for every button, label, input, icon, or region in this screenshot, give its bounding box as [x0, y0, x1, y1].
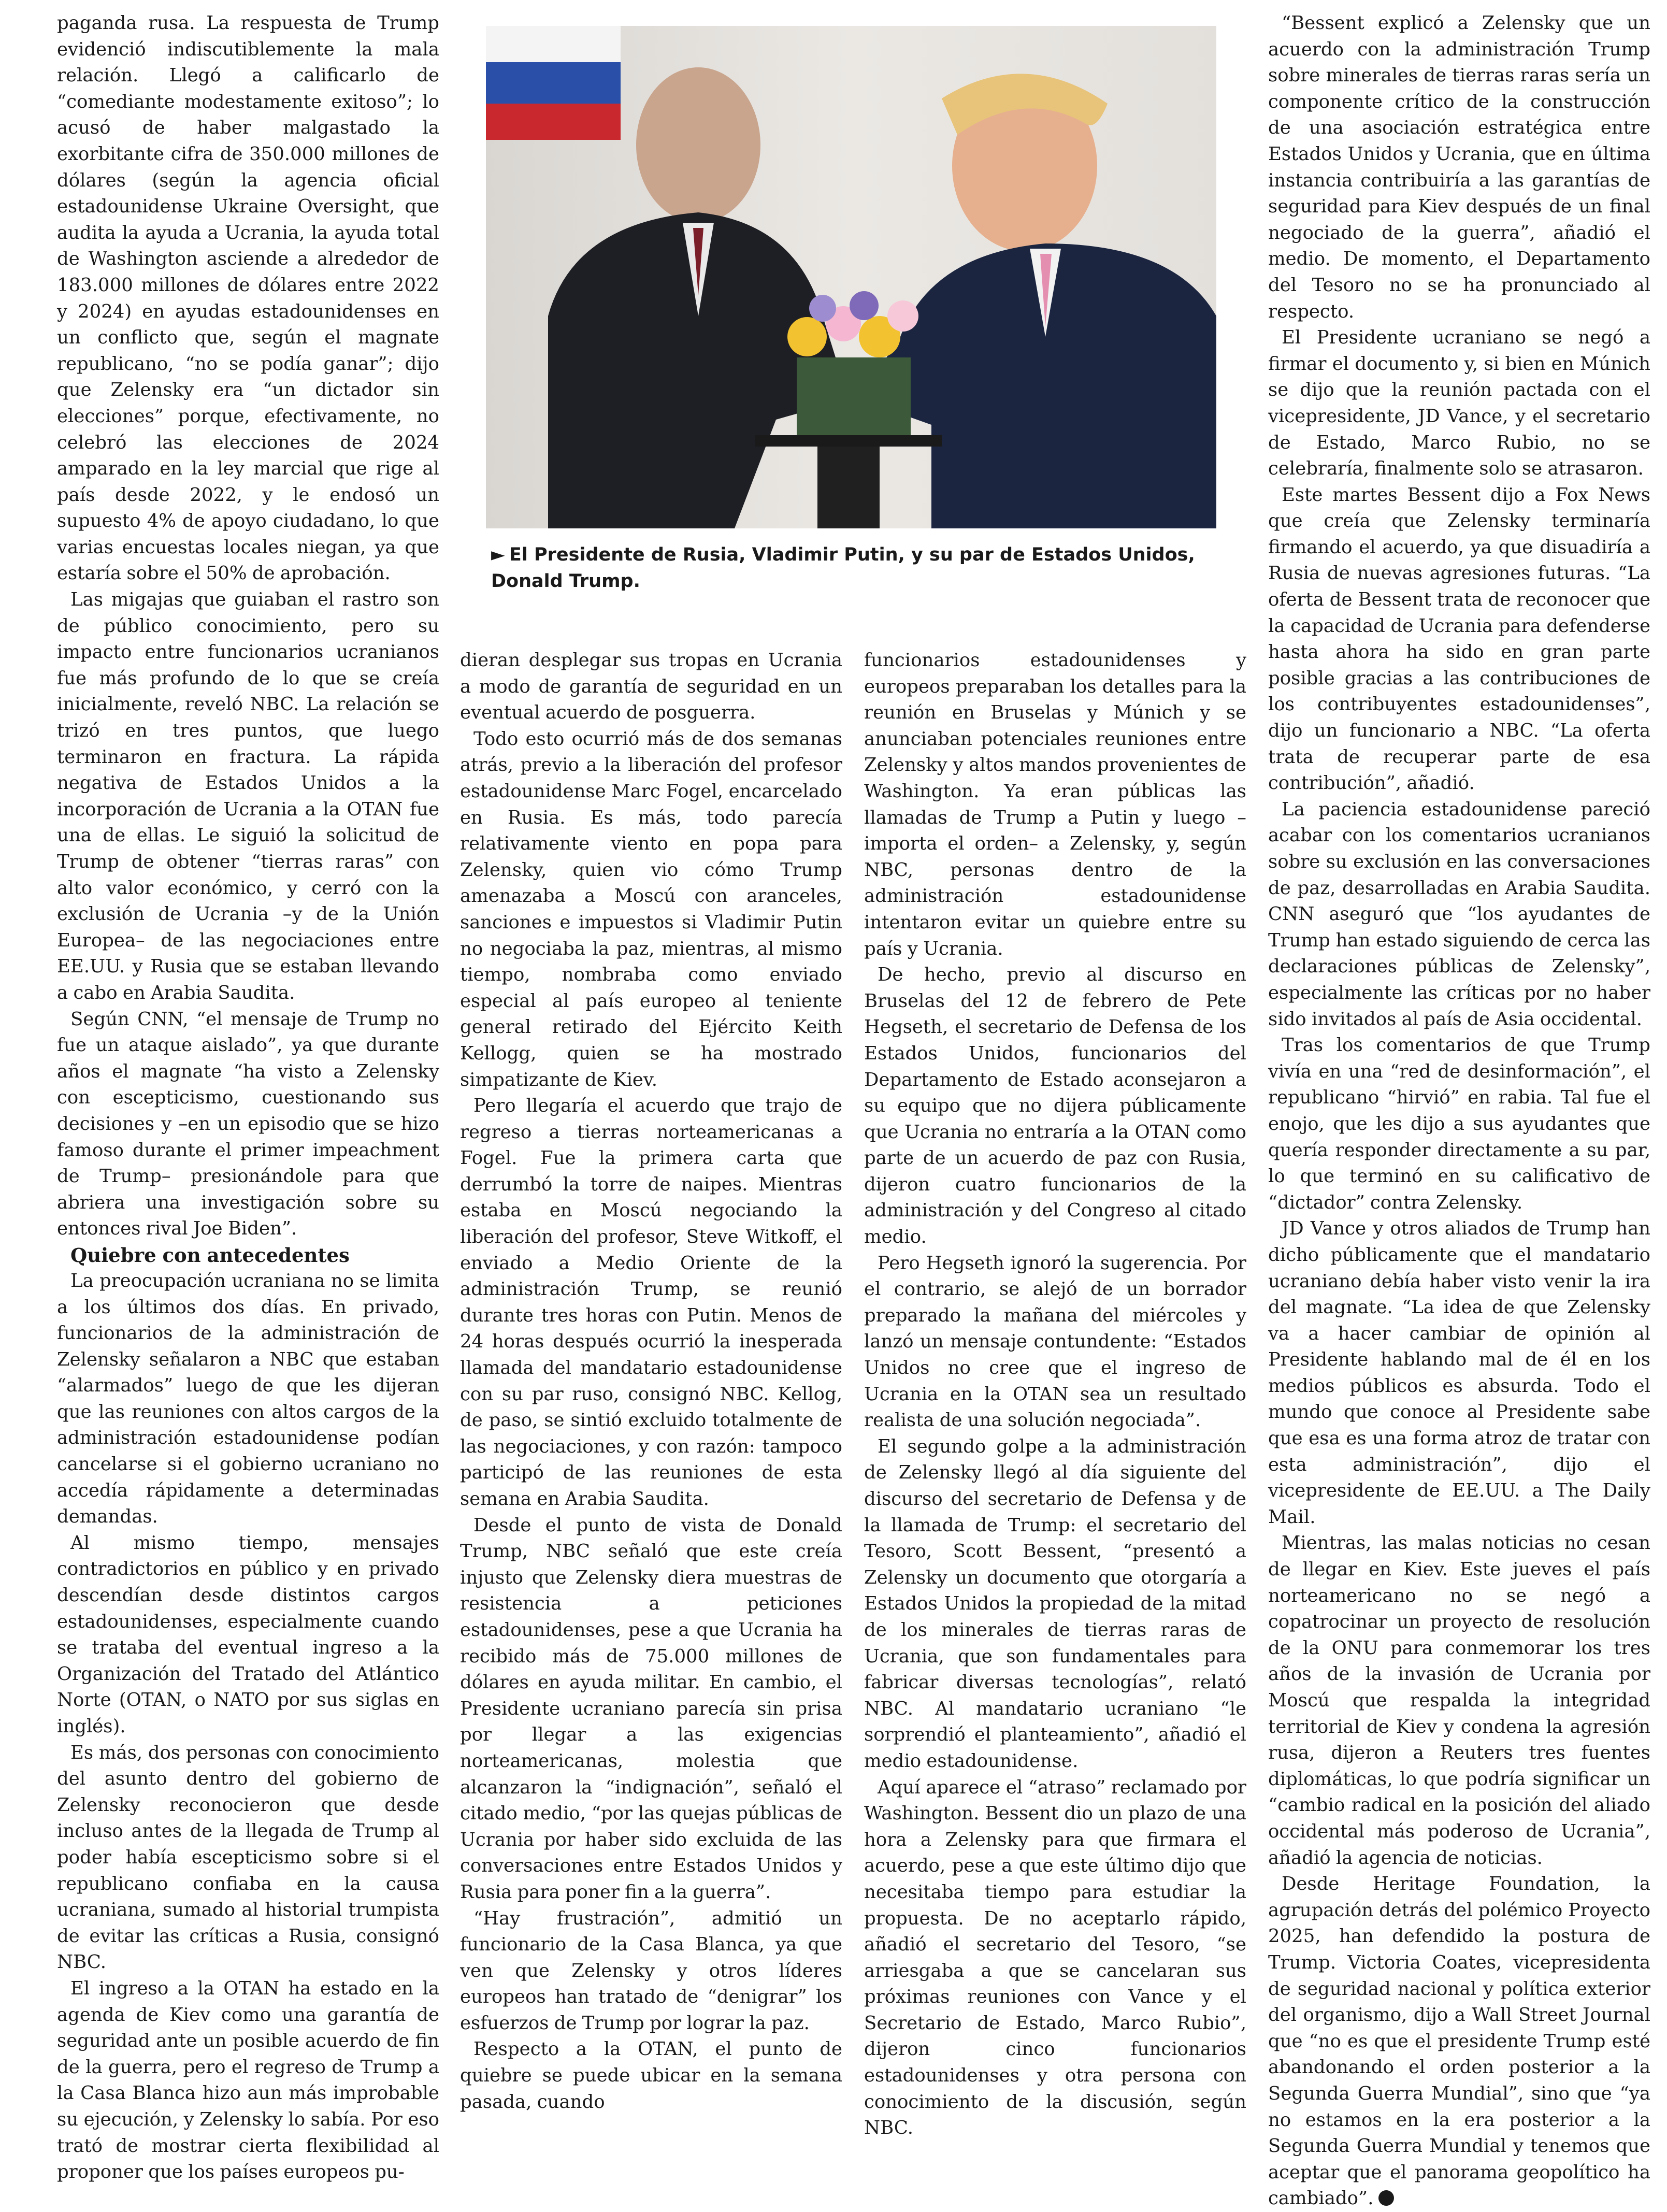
paragraph: Mientras, las malas noticias no cesan de llegar en Kiev. Este jueves el país norteamericano no se negó a copatrocinar un proyecto de resolución de la ONU para conmemorar los tres años de la invasión de Ucrania por Moscú que respalda la integridad territorial de Kiev y condena la agresión rusa, dijeron a Reuters tres fuentes diplomáticas, lo que podría significar un “cambio radical en la posición del aliado occidental más poderoso de Ucrania”, añadió la agencia de noticias.: [1268, 1532, 1650, 1869]
photo-caption: [491, 542, 1216, 595]
paragraph-text: Desde Heritage Foundation, la agrupación detrás del polémico Proyecto 2025, han defendido la postura de Trump. Victoria Coates, vicepresidenta de seguridad nacional y política exterior del organismo, dijo a Wall Street Journal que “no es que el presidente Trump esté abandonando el orden posterior a la Segunda Guerra Mundial”, sino que “ya no estamos en la era posterior a la Segunda Guerra Mundial y tenemos que aceptar que el panorama geopolítico ha cambiado”.: [1268, 1873, 1650, 2209]
paragraph: El segundo golpe a la administración de Zelensky llegó al día siguiente del discurso del secretario de Defensa y de la llamada de Trump: el secretario del Tesoro, Scott Bessent, “presentó a Zelensky un documento que otorgaría a Estados Unidos la propiedad de la mitad de los minerales de tierras raras de Ucrania, que son fundamentales para fabricar diversas tecnologías”, relató NBC. Al mandatario ucraniano “le sorprendió el planteamiento”, añadió el medio estadounidense.: [864, 1435, 1246, 1772]
caption-text: El Presidente de Rusia, Vladimir Putin, y su par de Estados Unidos, Donald Trump.: [491, 544, 1195, 592]
paragraph: De hecho, previo al discurso en Bruselas del 12 de febrero de Pete Hegseth, el secretario de Defensa de los Estados Unidos, funcionarios del Departamento de Estado aconsejaron a su equipo que no dijera públicamente que Ucrania no entraría a la OTAN como parte de un acuerdo de paz con Rusia, dijeron cuatro funcionarios de la administración y del Congreso al citado medio.: [864, 964, 1246, 1248]
paragraph: El ingreso a la OTAN ha estado en la agenda de Kiev como una garantía de seguridad ante un posible acuerdo de fin de la guerra, pero el regreso de Trump a la Casa Blanca hizo aun más improbable su ejecución, y Zelensky lo sabía. Por eso trató de mostrar cierta flexibilidad al proponer que los países europeos pu-: [57, 1977, 439, 2183]
paragraph: La preocupación ucraniana no se limita a los últimos dos días. En privado, funcionarios de la administración de Zelensky señalaron a NBC que estaban “alarmados” luego de que les dijeran que las reuniones con altos cargos de la administración estadounidense podían cancelarse si el gobierno ucraniano no accedía rápidamente a determinadas demandas.: [57, 1270, 439, 1528]
paragraph: Respecto a la OTAN, el punto de quiebre se puede ubicar en la semana pasada, cuando: [460, 2038, 842, 2113]
paragraph: “Bessent explicó a Zelensky que un acuerdo con la administración Trump sobre minerales de tierras raras sería un componente crítico de la construcción de una asociación estratégica entre Estados Unidos y Ucrania, que en última instancia contribuiría a las garantías de seguridad para Kiev después de un final negociado de la guerra”, añadió el medio. De momento, el Departamento del Tesoro no se ha pronunciado al respecto.: [1268, 12, 1650, 322]
paragraph: Desde el punto de vista de Donald Trump, NBC señaló que este creía injusto que Zelensky diera muestras de resistencia a peticiones estadounidenses, pese a que Ucrania ha recibido más de 75.000 millones de dólares en ayuda militar. En cambio, el Presidente ucraniano parecía sin prisa por llegar a las exigencias norteamericanas, molestia que alcanzaron la “indignación”, señaló el citado medio, “por las quejas públicas de Ucrania por haber sido excluida de las conversaciones entre Estados Unidos y Rusia para poner fin a la guerra”.: [460, 1514, 842, 1903]
news-photo: [486, 26, 1216, 528]
paragraph: dieran desplegar sus tropas en Ucrania a modo de garantía de seguridad en un eventual acuerdo de posguerra.: [460, 650, 842, 724]
paragraph: paganda rusa. La respuesta de Trump evidenció indiscutiblemente la mala relación. Llegó a calificarlo de “comediante modestamente exitoso”; lo acusó de haber malgastado la exorbitante cifra de 350.000 millones de dólares (según la agencia oficial estadounidense Ukraine Oversight, que audita la ayuda a Ucrania, la ayuda total de Washington asciende a alrededor de 183.000 millones de dólares entre 2022 y 2024) en ayudas estadounidenses en un conflicto que, según el magnate republicano, “no se podía ganar”; dijo que Zelensky era “un dictador sin elecciones” porque, efectivamente, no celebró las elecciones de 2024 amparado en la ley marcial que rige al país desde 2022, y le endosó un supuesto 4% de apoyo ciudadano, lo que varias encuestas locales niegan, ya que estaría sobre el 50% de aprobación.: [57, 12, 439, 584]
paragraph: Aquí aparece el “atraso” reclamado por Washington. Bessent dio un plazo de una hora a Zelensky para que firmara el acuerdo, pese a que este último dijo que necesitaba tiempo para estudiar la propuesta. De no aceptarlo rápido, añadió el secretario del Tesoro, “se arriesgaba a que se cancelaran sus próximas reuniones con Vance y el Secretario de Estado, Marco Rubio”, dijeron cinco funcionarios estadounidenses y otra persona con conocimiento de la discusión, según NBC.: [864, 1776, 1246, 2139]
section-subhead: Quiebre con antecedentes: [70, 1243, 350, 1267]
caption-triangle-icon: ►: [491, 544, 505, 565]
paragraph: Este martes Bessent dijo a Fox News que creía que Zelensky terminaría firmando el acuerdo, ya que disuadiría a Rusia de nuevas agresiones futuras. “La oferta de Bessent trata de reconocer que la capacidad de Ucrania para defenderse hasta ahora ha sido en gran parte posible gracias a las contribuciones de los contribuyentes estadounidenses”, dijo un funcionario a NBC. “La oferta trata de recuperar parte de esa contribución”, añadió.: [1268, 484, 1650, 794]
paragraph: JD Vance y otros aliados de Trump han dicho públicamente que el mandatario ucraniano debía haber visto venir la ira del magnate. “La idea de que Zelensky va a hacer cambiar de opinión al Presidente hablando mal de él en los medios públicos es absurda. Todo el mundo que conoce al Presidente sabe que esa es una forma atroz de tratar con esta administración”, dijo el vicepresidente de EE.UU. a The Daily Mail.: [1268, 1218, 1650, 1528]
paragraph: “Hay frustración”, admitió un funcionario de la Casa Blanca, ya que ven que Zelensky y otros líderes europeos han tratado de “denigrar” los esfuerzos de Trump por lograr la paz.: [460, 1907, 842, 2034]
paragraph: funcionarios estadounidenses y europeos preparaban los detalles para la reunión en Bruselas y Múnich y se anunciaban potenciales reuniones entre Zelensky y altos mandos provenientes de Washington. Ya eran públicas las llamadas de Trump a Putin y luego –importa el orden– a Zelensky, y, según NBC, personas dentro de la administración estadounidense intentaron evitar un quiebre entre su país y Ucrania.: [864, 650, 1246, 959]
paragraph: Todo esto ocurrió más de dos semanas atrás, previo a la liberación del profesor estadounidense Marc Fogel, encarcelado en Rusia. Es más, todo parecía relativamente viento en popa para Zelensky, quien vio cómo Trump amenazaba a Moscú con aranceles, sanciones e impuestos si Vladimir Putin no negociaba la paz, mientras, al mismo tiempo, nombraba como enviado especial al país europeo al teniente general retirado del Ejército Keith Kellogg, quien se ha mostrado simpatizante de Kiev.: [460, 728, 842, 1090]
end-of-article-icon: [1378, 2190, 1394, 2206]
paragraph: Tras los comentarios de que Trump vivía en una “red de desinformación”, el republicano “hirvió” en rabia. Tal fue el enojo, que les dijo a sus ayudantes que quería responder directamente a su par, lo que terminó en su calificativo de “dictador” contra Zelensky.: [1268, 1035, 1650, 1213]
paragraph: Pero Hegseth ignoró la sugerencia. Por el contrario, se alejó de un borrador preparado la mañana del miércoles y lanzó un mensaje contundente: “Estados Unidos no cree que el ingreso de Ucrania en la OTAN sea un resultado realista de una solución negociada”.: [864, 1252, 1246, 1431]
paragraph: Al mismo tiempo, mensajes contradictorios en público y en privado descendían desde distintos cargos estadounidenses, especialmente cuando se trataba del eventual ingreso a la Organización del Tratado del Atlántico Norte (OTAN, o NATO por sus siglas en inglés).: [57, 1532, 439, 1737]
paragraph: Las migajas que guiaban el rastro son de público conocimiento, pero su impacto entre funcionarios ucranianos fue más profundo de lo que se creía inicialmente, reveló NBC. La relación se trizó en tres puntos, que luego terminaron en fractura. La rápida negativa de Estados Unidos a la incorporación de Ucrania a la OTAN fue una de ellas. Le siguió la solicitud de Trump de obtener “tierras raras” con alto valor económico, y cerró con la exclusión de Ucrania –y de la Unión Europea– de las negociaciones entre EE.UU. y Rusia que se estaban llevando a cabo en Arabia Saudita.: [57, 589, 439, 1003]
paragraph: Es más, dos personas con conocimiento del asunto dentro del gobierno de Zelensky reconocieron que desde incluso antes de la llegada de Trump al poder había escepticismo sobre si el republicano confiaba en la causa ucraniana, sumado al historial trumpista de evitar las críticas a Rusia, consignó NBC.: [57, 1742, 439, 1973]
article-column-4: [1268, 10, 1650, 2212]
article-column-3: [864, 648, 1246, 2142]
paragraph: Según CNN, “el mensaje de Trump no fue un ataque aislado”, ya que durante años el magnate “ha visto a Zelensky con escepticismo, cuestionando sus decisiones y –en un episodio que se hizo famoso durante el primer impeachment de Trump– presionándole para que abriera una investigación sobre su entonces rival Joe Biden”.: [57, 1008, 439, 1240]
last-paragraph: [1268, 1871, 1650, 2212]
handshake-photo-illustration: [486, 26, 1216, 528]
paragraph: Pero llegaría el acuerdo que trajo de regreso a tierras norteamericanas a Fogel. Fue la primera carta que derrumbó la torre de naipes. Mientras estaba en Moscú negociando la liberación del profesor, Steve Witkoff, el enviado a Medio Oriente de la administración Trump, se reunió durante tres horas con Putin. Menos de 24 horas después ocurrió la inesperada llamada del mandatario estadounidense con su par ruso, consignó NBC. Kellog, de paso, se sintió excluido totalmente de las negociaciones, y con razón: tampoco participó de las reuniones de esta semana en Arabia Saudita.: [460, 1095, 842, 1510]
article-column-1: [57, 10, 439, 2186]
article-column-2: [460, 648, 842, 2115]
paragraph: El Presidente ucraniano se negó a firmar el documento y, si bien en Múnich se dijo que la reunión pactada con el vicepresidente, JD Vance, y el secretario de Estado, Marco Rubio, no se celebraría, finalmente solo se atrasaron.: [1268, 327, 1650, 480]
paragraph: La paciencia estadounidense pareció acabar con los comentarios ucranianos sobre su exclusión en las conversaciones de paz, desarrolladas en Arabia Saudita. CNN aseguró que “los ayudantes de Trump han estado siguiendo de cerca las declaraciones públicas de Zelensky”, especialmente las críticas por no haber sido invitados al país de Asia occidental.: [1268, 798, 1650, 1030]
